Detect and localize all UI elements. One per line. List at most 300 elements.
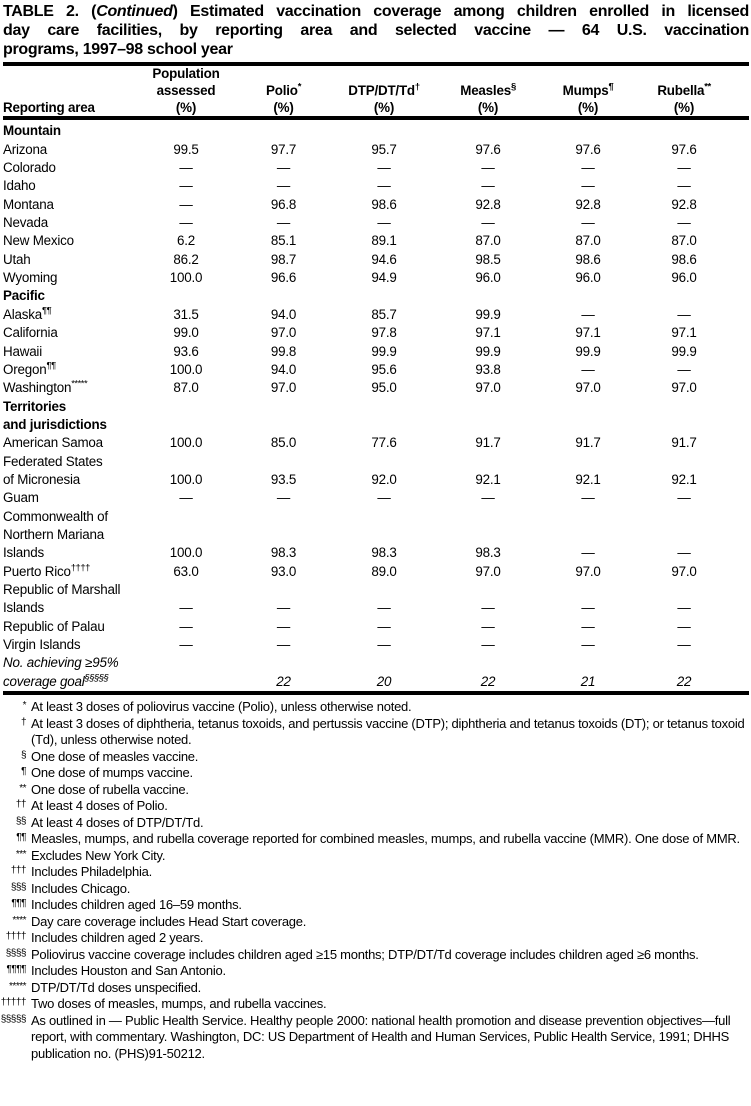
footnote-text: Includes children aged 16–59 months. xyxy=(31,897,242,913)
footnote-marker: ††† xyxy=(10,865,26,877)
footnote-text: Includes children aged 2 years. xyxy=(31,930,204,946)
value-cell: 94.9 xyxy=(371,270,397,286)
row-label: Virgin Islands xyxy=(3,637,81,653)
footnote-marker: †† xyxy=(15,799,26,811)
value-cell: 31.5 xyxy=(173,306,199,322)
spacer-cell xyxy=(732,343,749,361)
row-label: Republic of Palau xyxy=(3,618,105,634)
row-label: Pacific xyxy=(3,288,45,304)
value-cell: 93.5 xyxy=(270,471,297,487)
footnote-text: As outlined in — Public Health Service. Healthy people 2000: national health promotion and disease prevention objectives—full report, with commentary. Washington, DC: US Department of Health and Human Services, Public Health Service, 1991; DHHS publication no. (PHS)91-50212. xyxy=(31,1012,731,1061)
value-cell: — xyxy=(179,600,193,616)
footnote-ref-icon: ¶¶ xyxy=(46,360,56,372)
value-cell: 97.7 xyxy=(270,141,297,157)
value-cell: 96.6 xyxy=(270,270,297,286)
row-label: Wyoming xyxy=(3,270,58,286)
value-cell: — xyxy=(179,215,193,231)
value-cell: 99.8 xyxy=(270,343,297,359)
value-cell: 89.0 xyxy=(371,563,397,579)
spacer-cell xyxy=(732,471,749,489)
footnote-text: One dose of rubella vaccine. xyxy=(31,781,189,797)
value-cell xyxy=(436,287,540,305)
value-cell: — xyxy=(677,178,691,194)
spacer-cell xyxy=(732,177,749,195)
table-title xyxy=(3,2,749,59)
footnote xyxy=(0,996,749,1013)
spacer-cell xyxy=(732,636,749,654)
value-cell: 87.0 xyxy=(575,233,601,249)
value-cell: 85.7 xyxy=(371,306,397,322)
row-label: Oregon¶¶ xyxy=(3,360,56,377)
value-cell: — xyxy=(581,545,595,561)
footnote-marker: ¶¶¶¶ xyxy=(6,964,26,976)
value-cell: 98.6 xyxy=(671,251,697,267)
footnote xyxy=(3,897,749,914)
footnote-ref-icon: ***** xyxy=(71,378,88,390)
footnote-marker: ¶¶ xyxy=(16,832,26,844)
footnote xyxy=(3,699,749,716)
value-cell xyxy=(332,416,436,434)
value-cell xyxy=(540,416,636,434)
value-cell xyxy=(235,398,332,416)
value-cell xyxy=(332,118,436,140)
value-cell xyxy=(436,453,540,471)
footnote-marker: §§§§ xyxy=(5,947,26,959)
footnote-text: Measles, mumps, and rubella coverage reported for combined measles, mumps, and rubella vaccine (MMR). One dose of MMR. xyxy=(31,831,740,847)
value-cell xyxy=(540,453,636,471)
value-cell: 99.9 xyxy=(475,343,501,359)
value-cell: 98.6 xyxy=(575,251,601,267)
value-cell xyxy=(436,416,540,434)
title-line-3: programs, 1997–98 school year xyxy=(3,41,233,58)
value-cell: — xyxy=(481,160,495,176)
value-cell: 97.0 xyxy=(671,563,697,579)
value-cell: 97.6 xyxy=(575,141,601,157)
col-header-polio: Polio* (%) xyxy=(235,66,332,118)
value-cell: 93.6 xyxy=(173,343,199,359)
value-cell xyxy=(436,508,540,526)
value-cell: 99.0 xyxy=(173,325,199,341)
value-cell xyxy=(436,654,540,672)
value-cell xyxy=(540,526,636,544)
footnote xyxy=(3,765,749,782)
value-cell xyxy=(540,398,636,416)
footnote-marker: § xyxy=(20,749,26,761)
value-cell: 100.0 xyxy=(169,270,203,286)
value-cell: — xyxy=(276,160,291,176)
value-cell: — xyxy=(481,215,495,231)
spacer-cell xyxy=(732,416,749,434)
footnote-text: At least 3 doses of poliovirus vaccine (Polio), unless otherwise noted. xyxy=(31,699,412,715)
value-cell: 91.7 xyxy=(671,435,697,451)
table-row xyxy=(3,544,749,562)
value-cell: 92.0 xyxy=(371,471,397,487)
value-cell: 86.2 xyxy=(173,251,199,267)
value-cell: 92.8 xyxy=(671,196,697,212)
value-cell: 93.8 xyxy=(475,361,501,377)
value-cell: 97.6 xyxy=(671,141,697,157)
row-label: and jurisdictions xyxy=(3,416,107,432)
value-cell: 100.0 xyxy=(169,471,203,487)
value-cell xyxy=(137,526,235,544)
spacer-cell xyxy=(732,251,749,269)
value-cell xyxy=(636,416,732,434)
value-cell: 97.0 xyxy=(270,325,297,341)
value-cell xyxy=(235,526,332,544)
table-row xyxy=(3,196,749,214)
row-label: Republic of Marshall xyxy=(3,581,121,597)
table-row xyxy=(3,471,749,489)
footnote-ref-icon: * xyxy=(297,81,301,93)
value-cell: 93.0 xyxy=(270,563,297,579)
row-label: Hawaii xyxy=(3,343,42,359)
value-cell: — xyxy=(581,306,595,322)
value-cell: 92.1 xyxy=(575,471,601,487)
footnote-text: At least 4 doses of DTP/DT/Td. xyxy=(31,814,204,830)
footnotes xyxy=(0,699,749,1066)
value-cell: — xyxy=(481,490,495,506)
value-cell: — xyxy=(677,215,691,231)
value-cell xyxy=(436,526,540,544)
value-cell xyxy=(332,654,436,672)
footnote-ref-icon: †††† xyxy=(70,562,90,574)
value-cell: — xyxy=(677,490,691,506)
value-cell: 98.5 xyxy=(475,251,501,267)
table-row xyxy=(3,361,749,379)
value-cell: — xyxy=(377,618,391,634)
title-line-1 xyxy=(3,2,749,21)
value-cell xyxy=(636,654,732,672)
footnote-text: One dose of mumps vaccine. xyxy=(31,765,193,781)
footnote-ref-icon: §§§§§ xyxy=(84,672,109,684)
value-cell xyxy=(540,508,636,526)
value-cell xyxy=(137,581,235,599)
value-cell xyxy=(137,416,235,434)
spacer-cell xyxy=(732,159,749,177)
value-cell: 98.6 xyxy=(371,196,397,212)
row-label: Alaska¶¶ xyxy=(3,305,52,322)
row-label: Montana xyxy=(3,196,54,212)
spacer-cell xyxy=(732,287,749,305)
table-row xyxy=(3,618,749,636)
value-cell: 98.3 xyxy=(371,545,397,561)
spacer-cell xyxy=(732,599,749,617)
table-row xyxy=(3,269,749,287)
value-cell: 97.1 xyxy=(475,325,501,341)
value-cell: — xyxy=(179,618,193,634)
header-row xyxy=(3,66,749,118)
title-continued-label: Continued xyxy=(96,3,173,20)
spacer-cell xyxy=(732,654,749,672)
footnote-ref-icon: ¶ xyxy=(608,81,614,93)
value-cell: 77.6 xyxy=(371,435,397,451)
value-cell xyxy=(540,581,636,599)
table-row xyxy=(3,324,749,342)
footnote-text: Excludes New York City. xyxy=(31,847,166,863)
row-label: Idaho xyxy=(3,178,36,194)
footnote-marker: §§ xyxy=(15,815,26,827)
footnote-marker: ¶ xyxy=(21,766,26,778)
value-cell: — xyxy=(481,600,495,616)
value-cell: — xyxy=(377,490,391,506)
col-header-rubella: Rubella** (%) xyxy=(636,66,732,118)
footnote-text: Includes Houston and San Antonio. xyxy=(31,963,226,979)
col-header-population-assessed: Population assessed (%) xyxy=(137,66,235,118)
footnote xyxy=(3,782,749,799)
value-cell: — xyxy=(677,637,691,653)
value-cell xyxy=(332,453,436,471)
footnote-text: At least 3 doses of diphtheria, tetanus toxoids, and pertussis vaccine (DTP); diphtheria and tetanus toxoids (DT); or tetanus toxoid (Td), unless otherwise noted. xyxy=(31,715,745,748)
value-cell xyxy=(636,453,732,471)
value-cell: — xyxy=(581,215,595,231)
value-cell: 100.0 xyxy=(169,545,203,561)
footnote xyxy=(3,980,749,997)
col-header-mumps: Mumps¶ (%) xyxy=(540,66,636,118)
vaccination-coverage-table xyxy=(3,66,749,695)
footnote xyxy=(3,963,749,980)
value-cell: — xyxy=(377,215,391,231)
col-header-measles: Measles§ (%) xyxy=(436,66,540,118)
row-label: coverage goal§§§§§ xyxy=(3,672,109,689)
value-cell: — xyxy=(677,160,691,176)
value-cell: — xyxy=(179,160,193,176)
value-cell xyxy=(636,287,732,305)
value-cell: 91.7 xyxy=(575,435,601,451)
table-row xyxy=(3,599,749,617)
value-cell: 87.0 xyxy=(475,233,501,249)
table-row xyxy=(3,141,749,159)
footnote-ref-icon: ** xyxy=(704,81,711,93)
section-row xyxy=(3,118,749,140)
spacer-cell xyxy=(732,398,749,416)
value-cell xyxy=(540,654,636,672)
footnote-marker: ** xyxy=(19,782,26,794)
table-row xyxy=(3,159,749,177)
row-label: No. achieving ≥95% xyxy=(3,655,119,671)
value-cell: — xyxy=(276,178,291,194)
row-label: Northern Mariana xyxy=(3,526,104,542)
table-row xyxy=(3,453,749,471)
table-row xyxy=(3,526,749,544)
reporting-area-header xyxy=(3,66,137,118)
value-cell: 98.3 xyxy=(475,545,501,561)
value-cell: 97.0 xyxy=(475,380,501,396)
row-label: Islands xyxy=(3,545,45,561)
spacer-cell xyxy=(732,232,749,250)
value-cell: — xyxy=(581,600,595,616)
value-cell xyxy=(235,654,332,672)
reporting-area-label: Reporting area xyxy=(3,99,95,115)
value-cell xyxy=(332,398,436,416)
value-cell: 97.6 xyxy=(475,141,501,157)
row-label: Puerto Rico†††† xyxy=(3,562,90,579)
footnote-marker: ††††† xyxy=(0,997,26,1009)
value-cell xyxy=(636,118,732,140)
row-label: Territories xyxy=(3,398,67,414)
value-cell: 21 xyxy=(580,673,596,689)
footnote-text: Day care coverage includes Head Start coverage. xyxy=(31,913,307,929)
table-row xyxy=(3,232,749,250)
value-cell: 96.0 xyxy=(575,270,601,286)
value-cell: 96.8 xyxy=(270,196,297,212)
value-cell: 99.9 xyxy=(671,343,697,359)
value-cell: 87.0 xyxy=(173,380,199,396)
row-label: American Samoa xyxy=(3,435,103,451)
value-cell: 97.8 xyxy=(371,325,397,341)
value-cell: 97.0 xyxy=(575,380,601,396)
value-cell: 89.1 xyxy=(371,233,397,249)
footnote-marker: †††† xyxy=(5,931,26,943)
value-cell xyxy=(235,581,332,599)
table-row xyxy=(3,636,749,654)
value-cell xyxy=(636,398,732,416)
value-cell: 97.1 xyxy=(575,325,601,341)
value-cell: 100.0 xyxy=(169,361,203,377)
value-cell xyxy=(137,118,235,140)
section-row xyxy=(3,287,749,305)
spacer-cell xyxy=(732,118,749,140)
value-cell: 95.0 xyxy=(371,380,397,396)
footnote-text: Includes Philadelphia. xyxy=(31,864,152,880)
row-label: Colorado xyxy=(3,160,56,176)
row-label: Mountain xyxy=(3,123,61,139)
footnote-text: Includes Chicago. xyxy=(31,880,131,896)
footnote xyxy=(3,815,749,832)
value-cell: — xyxy=(276,600,291,616)
spacer-cell xyxy=(732,581,749,599)
footnote-ref-icon: † xyxy=(414,81,420,93)
row-label: Washington***** xyxy=(3,378,88,396)
value-cell: 63.0 xyxy=(173,563,199,579)
footnote-marker: ¶¶¶ xyxy=(11,898,26,910)
value-cell xyxy=(137,287,235,305)
table-row xyxy=(3,343,749,361)
table-body xyxy=(3,118,749,693)
value-cell xyxy=(540,287,636,305)
spacer-cell xyxy=(732,324,749,342)
value-cell: 6.2 xyxy=(176,233,195,249)
spacer-cell xyxy=(732,196,749,214)
table-row xyxy=(3,508,749,526)
value-cell: 99.5 xyxy=(173,141,199,157)
section-row xyxy=(3,416,749,434)
spacer-cell xyxy=(732,563,749,581)
footnote-marker: §§§§§ xyxy=(0,1013,26,1025)
value-cell: — xyxy=(276,215,291,231)
value-cell: — xyxy=(179,178,193,194)
spacer-cell xyxy=(732,453,749,471)
table-row xyxy=(3,379,749,397)
value-cell xyxy=(436,118,540,140)
value-cell: 99.9 xyxy=(575,343,601,359)
spacer-cell xyxy=(732,306,749,324)
value-cell: — xyxy=(677,306,691,322)
value-cell: 20 xyxy=(376,673,392,689)
table-row xyxy=(3,251,749,269)
value-cell: 22 xyxy=(276,673,291,689)
value-cell: 22 xyxy=(480,673,496,689)
spacer-cell xyxy=(732,214,749,232)
table-row xyxy=(3,489,749,507)
row-label: Islands xyxy=(3,600,45,616)
value-cell: — xyxy=(481,637,495,653)
footnote-marker: * xyxy=(22,700,26,712)
value-cell xyxy=(137,508,235,526)
footnote-marker: *** xyxy=(15,848,26,860)
value-cell: 100.0 xyxy=(169,435,203,451)
value-cell xyxy=(235,416,332,434)
row-label: Commonwealth of xyxy=(3,508,108,524)
value-cell: 22 xyxy=(676,673,692,689)
value-cell: 91.7 xyxy=(475,435,501,451)
table-row xyxy=(3,434,749,452)
footnote xyxy=(3,881,749,898)
value-cell: — xyxy=(179,196,193,212)
row-label: New Mexico xyxy=(3,233,74,249)
footnote-text: DTP/DT/Td doses unspecified. xyxy=(31,979,202,995)
value-cell xyxy=(436,581,540,599)
table-row xyxy=(3,654,749,672)
footnote-text: Two doses of measles, mumps, and rubella vaccines. xyxy=(31,996,327,1012)
row-label: Arizona xyxy=(3,141,48,157)
value-cell: — xyxy=(677,618,691,634)
footnote-ref-icon: § xyxy=(510,81,516,93)
spacer-cell xyxy=(732,141,749,159)
row-label: California xyxy=(3,325,58,341)
table-row xyxy=(3,673,749,693)
value-cell: — xyxy=(581,160,595,176)
value-cell: — xyxy=(481,178,495,194)
footnote-marker: §§§ xyxy=(10,881,26,893)
footnote xyxy=(3,716,749,749)
spacer-cell xyxy=(732,618,749,636)
value-cell xyxy=(332,508,436,526)
value-cell: — xyxy=(377,637,391,653)
spacer-cell xyxy=(732,544,749,562)
value-cell xyxy=(636,508,732,526)
footnote xyxy=(3,947,749,964)
value-cell: 92.1 xyxy=(671,471,697,487)
value-cell: — xyxy=(377,600,391,616)
value-cell: 97.1 xyxy=(671,325,697,341)
spacer-cell xyxy=(732,526,749,544)
title-text: TABLE 2. ( xyxy=(3,3,97,20)
value-cell: — xyxy=(677,545,691,561)
table-row xyxy=(3,177,749,195)
footnote-text: One dose of measles vaccine. xyxy=(31,748,199,764)
value-cell xyxy=(636,581,732,599)
value-cell: 97.0 xyxy=(575,563,601,579)
footnote xyxy=(3,864,749,881)
spacer-cell xyxy=(732,361,749,379)
footnote-marker: **** xyxy=(12,914,26,926)
title-text: ) Estimated vaccination coverage among children enrolled in licensed xyxy=(172,3,749,20)
footnote xyxy=(3,848,749,865)
value-cell: — xyxy=(276,618,291,634)
footnote xyxy=(3,798,749,815)
value-cell: — xyxy=(481,618,495,634)
footnote xyxy=(3,914,749,931)
spacer-cell xyxy=(732,673,749,693)
value-cell: — xyxy=(179,490,193,506)
table-row xyxy=(3,214,749,232)
table-row xyxy=(3,563,749,581)
value-cell: 98.3 xyxy=(270,545,297,561)
value-cell: 92.8 xyxy=(575,196,601,212)
value-cell: 99.9 xyxy=(371,343,397,359)
value-cell: 97.0 xyxy=(270,380,297,396)
value-cell: 96.0 xyxy=(671,270,697,286)
